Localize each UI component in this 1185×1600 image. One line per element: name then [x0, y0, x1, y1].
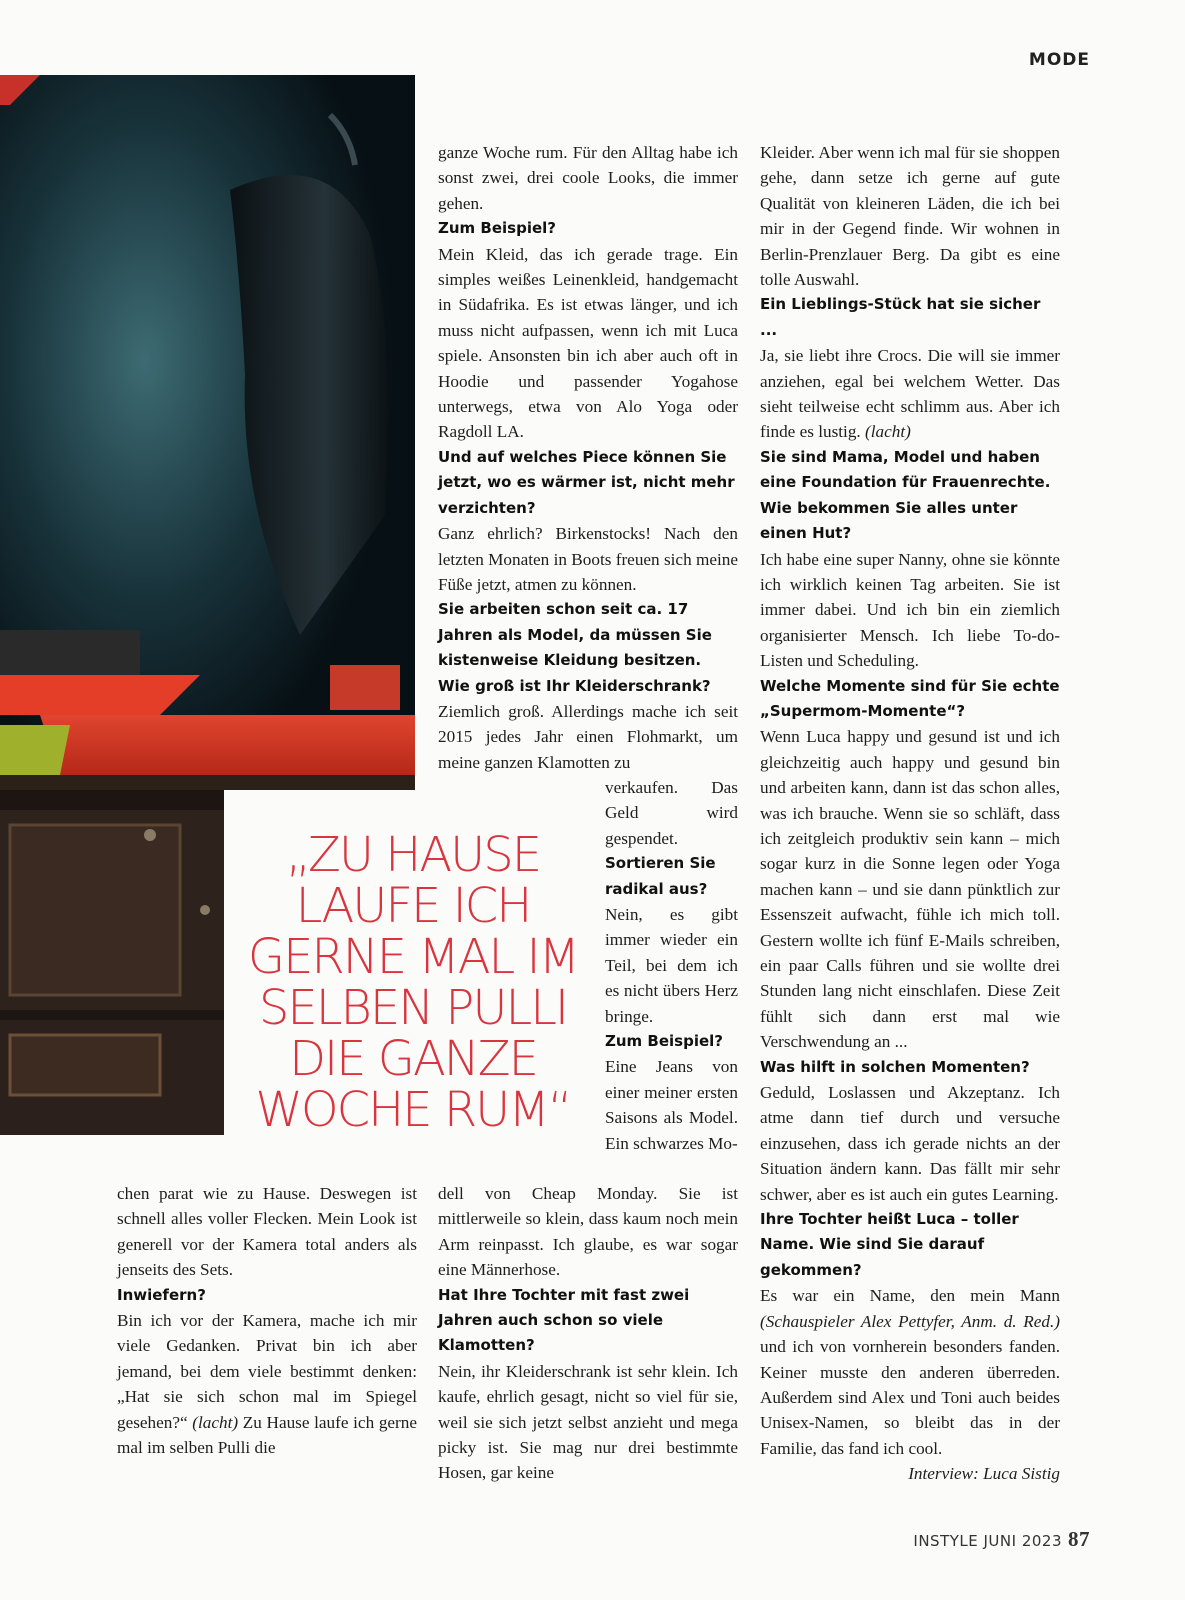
interview-question: Zum Beispiel?	[438, 219, 556, 238]
interview-answer	[760, 724, 1060, 1054]
answer-aside: (lacht)	[865, 422, 911, 442]
answer-aside: (Schauspieler Alex Pettyfer, Anm. d. Red.)	[760, 1311, 1060, 1331]
interview-answer	[438, 1181, 738, 1283]
interview-answer	[117, 1308, 417, 1460]
interview-answer	[760, 1283, 1060, 1484]
answer-text: ganze Woche rum. Für den Alltag habe ich sonst zwei, drei coole Looks, die immer gehen.	[438, 143, 738, 213]
interview-answer	[438, 140, 738, 216]
interview-credit: Interview: Luca Sistig	[908, 1464, 1060, 1484]
interview-question: Sie arbeiten schon seit ca. 17 Jahren als Model, da müssen Sie kistenweise Kleidung besitzen. Wie groß ist Ihr Kleiderschrank?	[438, 600, 712, 695]
answer-text: Mein Kleid, das ich gerade trage. Ein simples weißes Leinenkleid, handgemacht in Südafrika. Es ist etwas länger, und ich muss nicht aufpassen, wenn ich mit Luca spiele. Ansonsten bin ich aber auch oft in Hoodie und passender Yogahose unterwegs, etwa von Alo Yoga oder Ragdoll LA.	[438, 244, 738, 442]
interview-question: Was hilft in solchen Momenten?	[760, 1057, 1030, 1076]
answer-text: Wenn Luca happy und gesund ist und ich gleichzeitig auch happy und gesund bin und arbeiten kann, dann ist das schon alles, was ich brauche. Wenn sie so schläft, dass ich zeitgleich produktiv sein kann – mich sogar kurz in die Sonne legen oder Yoga machen kann – und sie dann pünktlich zur Essenszeit aufwacht, fühle ich mich toll. Gestern wollte ich fünf E-Mails schreiben, ein paar Calls führen und sie wollte drei Stunden lang nicht einschlafen. Diese Zeit fühlt sich dann erst mal wie Verschwendung an ...	[760, 727, 1060, 1052]
answer-text-continued: Zu Hause laufe ich gerne mal im selben Pulli die	[117, 1412, 417, 1458]
kitchen-photo-top	[0, 75, 415, 790]
answer-text: Bin ich vor der Kamera, mache ich mir viele Gedanken. Privat bin ich aber jemand, bei dem viele bestimmt denken: „Hat sie sich schon mal im Spiegel gesehen?“	[117, 1311, 417, 1432]
interview-answer	[438, 1359, 738, 1486]
answer-text: Nein, ihr Kleiderschrank ist sehr klein. Ich kaufe, ehrlich gesagt, nicht so viel für sie, weil sie sich jetzt selbst anzieht und mega picky ist. Sie mag nur drei bestimmte Hosen, gar keine	[438, 1361, 738, 1483]
interview-question: Inwiefern?	[117, 1285, 206, 1304]
answer-text: dell von Cheap Monday. Sie ist mittlerweile so klein, dass kaum noch mein Arm reinpasst. Ich glaube, es war sogar eine Männerhose.	[438, 1184, 738, 1280]
interview-question: Sie sind Mama, Model und haben eine Foundation für Frauenrechte. Wie bekommen Sie alles unter einen Hut?	[760, 447, 1051, 543]
text-column-3	[760, 140, 1060, 1487]
answer-text-continued: und ich von vornherein besonders fanden. Keiner musste den anderen überreden. Außerdem sind Alex und Toni auch beides Unisex-Namen, so bleibt das in der Familie, das fand ich cool.	[760, 1337, 1060, 1458]
pull-quote-line: DIE GANZE	[289, 1031, 537, 1087]
interview-question: Zum Beispiel?	[605, 1032, 723, 1051]
interview-answer	[605, 775, 738, 851]
magazine-issue: INSTYLE JUNI 2023	[913, 1532, 1062, 1550]
text-column-2-top	[438, 140, 738, 775]
page-footer	[913, 1527, 1090, 1552]
answer-text: chen parat wie zu Hause. Deswegen ist schnell alles voller Flecken. Mein Look ist generell vor der Kamera total anders als jenseits des Sets.	[117, 1184, 417, 1280]
answer-aside: (lacht)	[192, 1412, 239, 1432]
interview-answer	[605, 902, 738, 1029]
interview-question: Und auf welches Piece können Sie jetzt, wo es wärmer ist, nicht mehr verzichten?	[438, 447, 735, 517]
section-label: MODE	[1028, 50, 1090, 70]
interview-answer	[438, 242, 738, 445]
text-column-1	[117, 1181, 417, 1460]
answer-text: Geduld, Loslassen und Akzeptanz. Ich atme dann tief durch und versuche einzusehen, dass ich gerade nichts an der Situation ändern kann. Das fällt mir sehr schwer, aber es ist auch ein gutes Learning.	[760, 1083, 1060, 1204]
pull-quote-line: SELBEN PULLI	[258, 980, 568, 1036]
text-column-2-bottom	[438, 1181, 738, 1486]
answer-text: Es war ein Name, den mein Mann	[760, 1286, 1060, 1306]
interview-answer	[438, 699, 738, 775]
interview-question: Welche Momente sind für Sie echte „Supermom-Momente“?	[760, 676, 1060, 720]
answer-text: Ziemlich groß. Allerdings mache ich seit 2015 jedes Jahr einen Flohmarkt, um meine ganzen Klamotten zu	[438, 701, 738, 772]
answer-text: verkaufen. Das Geld wird gespendet.	[605, 778, 738, 848]
answer-text: Eine Jeans von einer meiner ersten Saisons als Model. Ein schwarzes Mo-	[605, 1057, 738, 1153]
pull-quote-line: GERNE MAL IM	[247, 929, 579, 985]
interview-answer	[760, 547, 1060, 674]
interview-answer	[605, 1054, 738, 1156]
interview-question: Ein Lieblings-Stück hat sie sicher ...	[760, 295, 1041, 339]
answer-text: Nein, es gibt immer wieder ein Teil, bei dem ich es nicht übers Herz bringe.	[605, 905, 738, 1026]
interview-question: Hat Ihre Tochter mit fast zwei Jahren auch schon so viele Klamotten?	[438, 1285, 690, 1355]
answer-text: Ganz ehrlich? Birkenstocks! Nach den letzten Monaten in Boots freuen sich meine Füße jetzt, atmen zu können.	[438, 524, 738, 594]
interview-answer	[760, 1080, 1060, 1207]
interview-question: Sortieren Sie radikal aus?	[605, 854, 716, 898]
interview-answer	[438, 521, 738, 597]
interview-question: Ihre Tochter heißt Luca – toller Name. Wie sind Sie darauf gekommen?	[760, 1210, 1019, 1279]
interview-answer	[760, 140, 1060, 292]
answer-text: Ja, sie liebt ihre Crocs. Die will sie immer anziehen, egal bei welchem Wetter. Das sieht teilweise echt schlimm aus. Aber ich finde es lustig.	[760, 346, 1060, 442]
interview-answer	[117, 1181, 417, 1283]
pull-quote-line: „ZU HAUSE	[285, 827, 541, 883]
text-column-2-narrow	[605, 775, 738, 1156]
page-number: 87	[1068, 1527, 1090, 1551]
kitchen-photo-bottom	[0, 790, 224, 1135]
answer-text: Ich habe eine super Nanny, ohne sie könnte ich wirklich keinen Tag arbeiten. Sie ist immer dabei. Und ich bin ein ziemlich organisierter Mensch. Ich liebe To-do-Listen und Scheduling.	[760, 549, 1060, 671]
pull-quote	[238, 827, 588, 1138]
interview-answer	[760, 343, 1060, 445]
pull-quote-line: WOCHE RUM“	[255, 1082, 571, 1138]
pull-quote-line: LAUFE ICH	[295, 878, 531, 934]
answer-text: Kleider. Aber wenn ich mal für sie shoppen gehe, dann setze ich gerne auf gute Qualität von kleineren Läden, die ich bei mir in der Gegend finde. Wir wohnen in Berlin-Prenzlauer Berg. Da gibt es eine tolle Auswahl.	[760, 143, 1060, 290]
